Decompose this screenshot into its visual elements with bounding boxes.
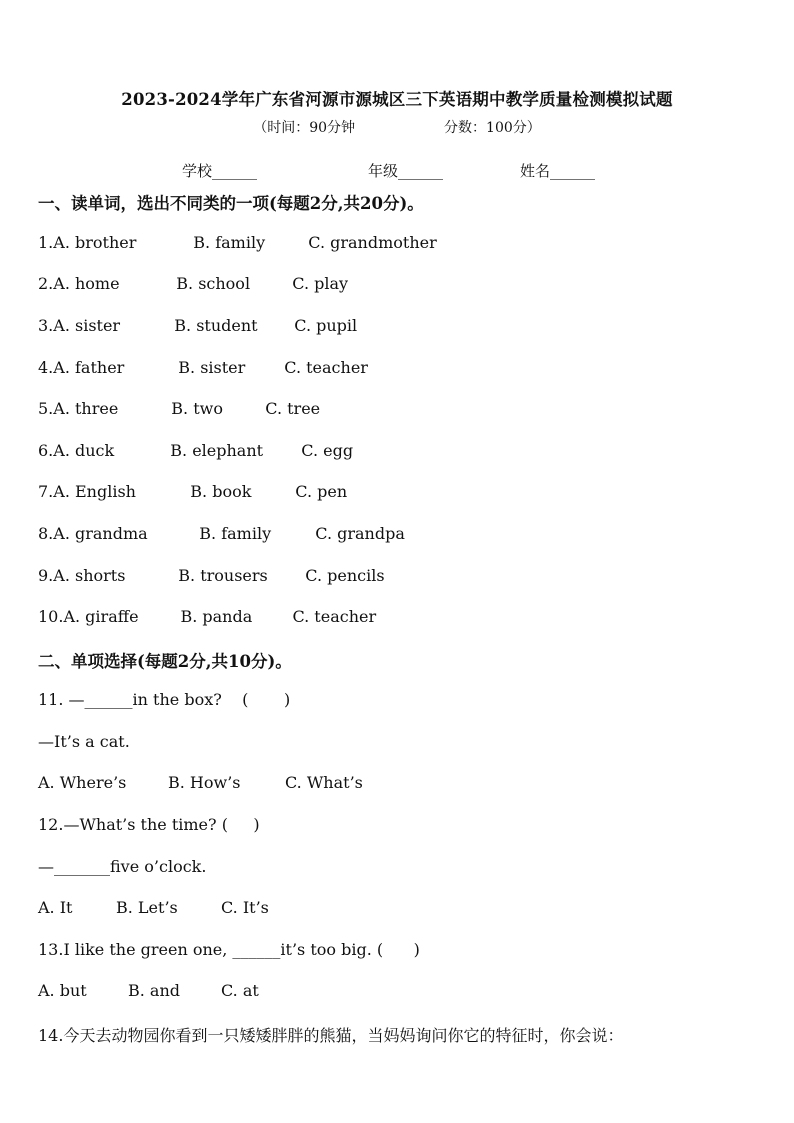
question-13-options [38, 981, 259, 1000]
question-10 [38, 607, 376, 626]
option-b: B. panda [180, 607, 253, 626]
option-a: A. brother [53, 233, 137, 252]
option-c: C. grandpa [315, 524, 405, 543]
option-b: B. trousers [178, 566, 268, 585]
option-c: C. teacher [292, 607, 377, 626]
question-number: 2. [38, 274, 54, 293]
option-b: B. sister [178, 358, 246, 377]
question-number: 5. [38, 399, 54, 418]
school-field[interactable]: 学校______ [182, 162, 258, 180]
question-11-answer-line: —It’s a cat. [38, 732, 130, 751]
question-4 [38, 358, 368, 377]
question-number: 8. [38, 524, 54, 543]
option-c: C. tree [265, 399, 321, 418]
option-a: A. but [38, 981, 87, 1000]
page-title: 2023-2024学年广东省河源市源城区三下英语期中教学质量检测模拟试题 [121, 90, 673, 109]
option-b: B. family [193, 233, 266, 252]
option-c: C. pen [295, 482, 348, 501]
question-number: 10. [38, 607, 64, 626]
option-b: B. student [174, 316, 258, 335]
option-b: B. family [199, 524, 272, 543]
option-b: B. book [190, 482, 252, 501]
option-c: C. teacher [284, 358, 368, 377]
option-b: B. school [176, 274, 251, 293]
option-a: A. home [53, 274, 120, 293]
exam-time-score: （时间：90分钟 分数：100分） [253, 120, 541, 136]
option-c: C. pupil [294, 316, 358, 335]
question-13-stem: 13.I like the green one, ______it’s too big. ( ) [38, 940, 420, 959]
question-3 [38, 316, 357, 335]
question-number: 9. [38, 566, 54, 585]
option-c: C. play [292, 274, 349, 293]
question-11-options [38, 773, 363, 792]
question-1 [38, 233, 437, 252]
option-b: B. two [171, 399, 223, 418]
question-11-stem: 11. —______in the box? ( ) [38, 690, 291, 709]
option-a: A. duck [53, 441, 115, 460]
question-6 [38, 441, 353, 460]
question-2 [38, 274, 348, 293]
question-5 [38, 399, 320, 418]
option-c: C. egg [301, 441, 354, 460]
grade-field[interactable]: 年级______ [368, 162, 444, 180]
name-field[interactable]: 姓名______ [520, 162, 596, 180]
option-b: B. elephant [170, 441, 264, 460]
option-c: C. grandmother [308, 233, 437, 252]
option-c: C. at [221, 981, 259, 1000]
option-c: C. It’s [221, 898, 269, 917]
question-number: 1. [38, 233, 54, 252]
question-12-stem: 12.—What’s the time? ( ) [38, 815, 260, 834]
option-a: A. father [53, 358, 125, 377]
option-c: C. pencils [305, 566, 385, 585]
option-a: A. giraffe [63, 607, 139, 626]
option-a: A. It [38, 898, 73, 917]
question-number: 7. [38, 482, 54, 501]
question-7 [38, 482, 347, 501]
question-9 [38, 566, 385, 585]
option-a: A. English [53, 482, 136, 501]
question-14-stem: 14.今天去动物园你看到一只矮矮胖胖的熊猫，当妈妈询问你它的特征时，你会说： [38, 1026, 624, 1045]
option-a: A. sister [53, 316, 121, 335]
question-12-answer-line: —_______five o’clock. [38, 857, 207, 876]
section-1-heading: 一、读单词，选出不同类的一项(每题2分,共20分)。 [38, 194, 424, 213]
option-a: A. grandma [53, 524, 148, 543]
question-number: 4. [38, 358, 54, 377]
section-2-heading: 二、单项选择(每题2分,共10分)。 [38, 652, 292, 671]
question-number: 6. [38, 441, 54, 460]
option-a: A. Where’s [38, 773, 127, 792]
option-c: C. What’s [285, 773, 363, 792]
question-8 [38, 524, 405, 543]
question-number: 3. [38, 316, 54, 335]
option-b: B. How’s [168, 773, 241, 792]
option-a: A. shorts [53, 566, 126, 585]
option-b: B. Let’s [116, 898, 178, 917]
option-a: A. three [53, 399, 119, 418]
option-b: B. and [128, 981, 181, 1000]
question-12-options [38, 898, 269, 917]
